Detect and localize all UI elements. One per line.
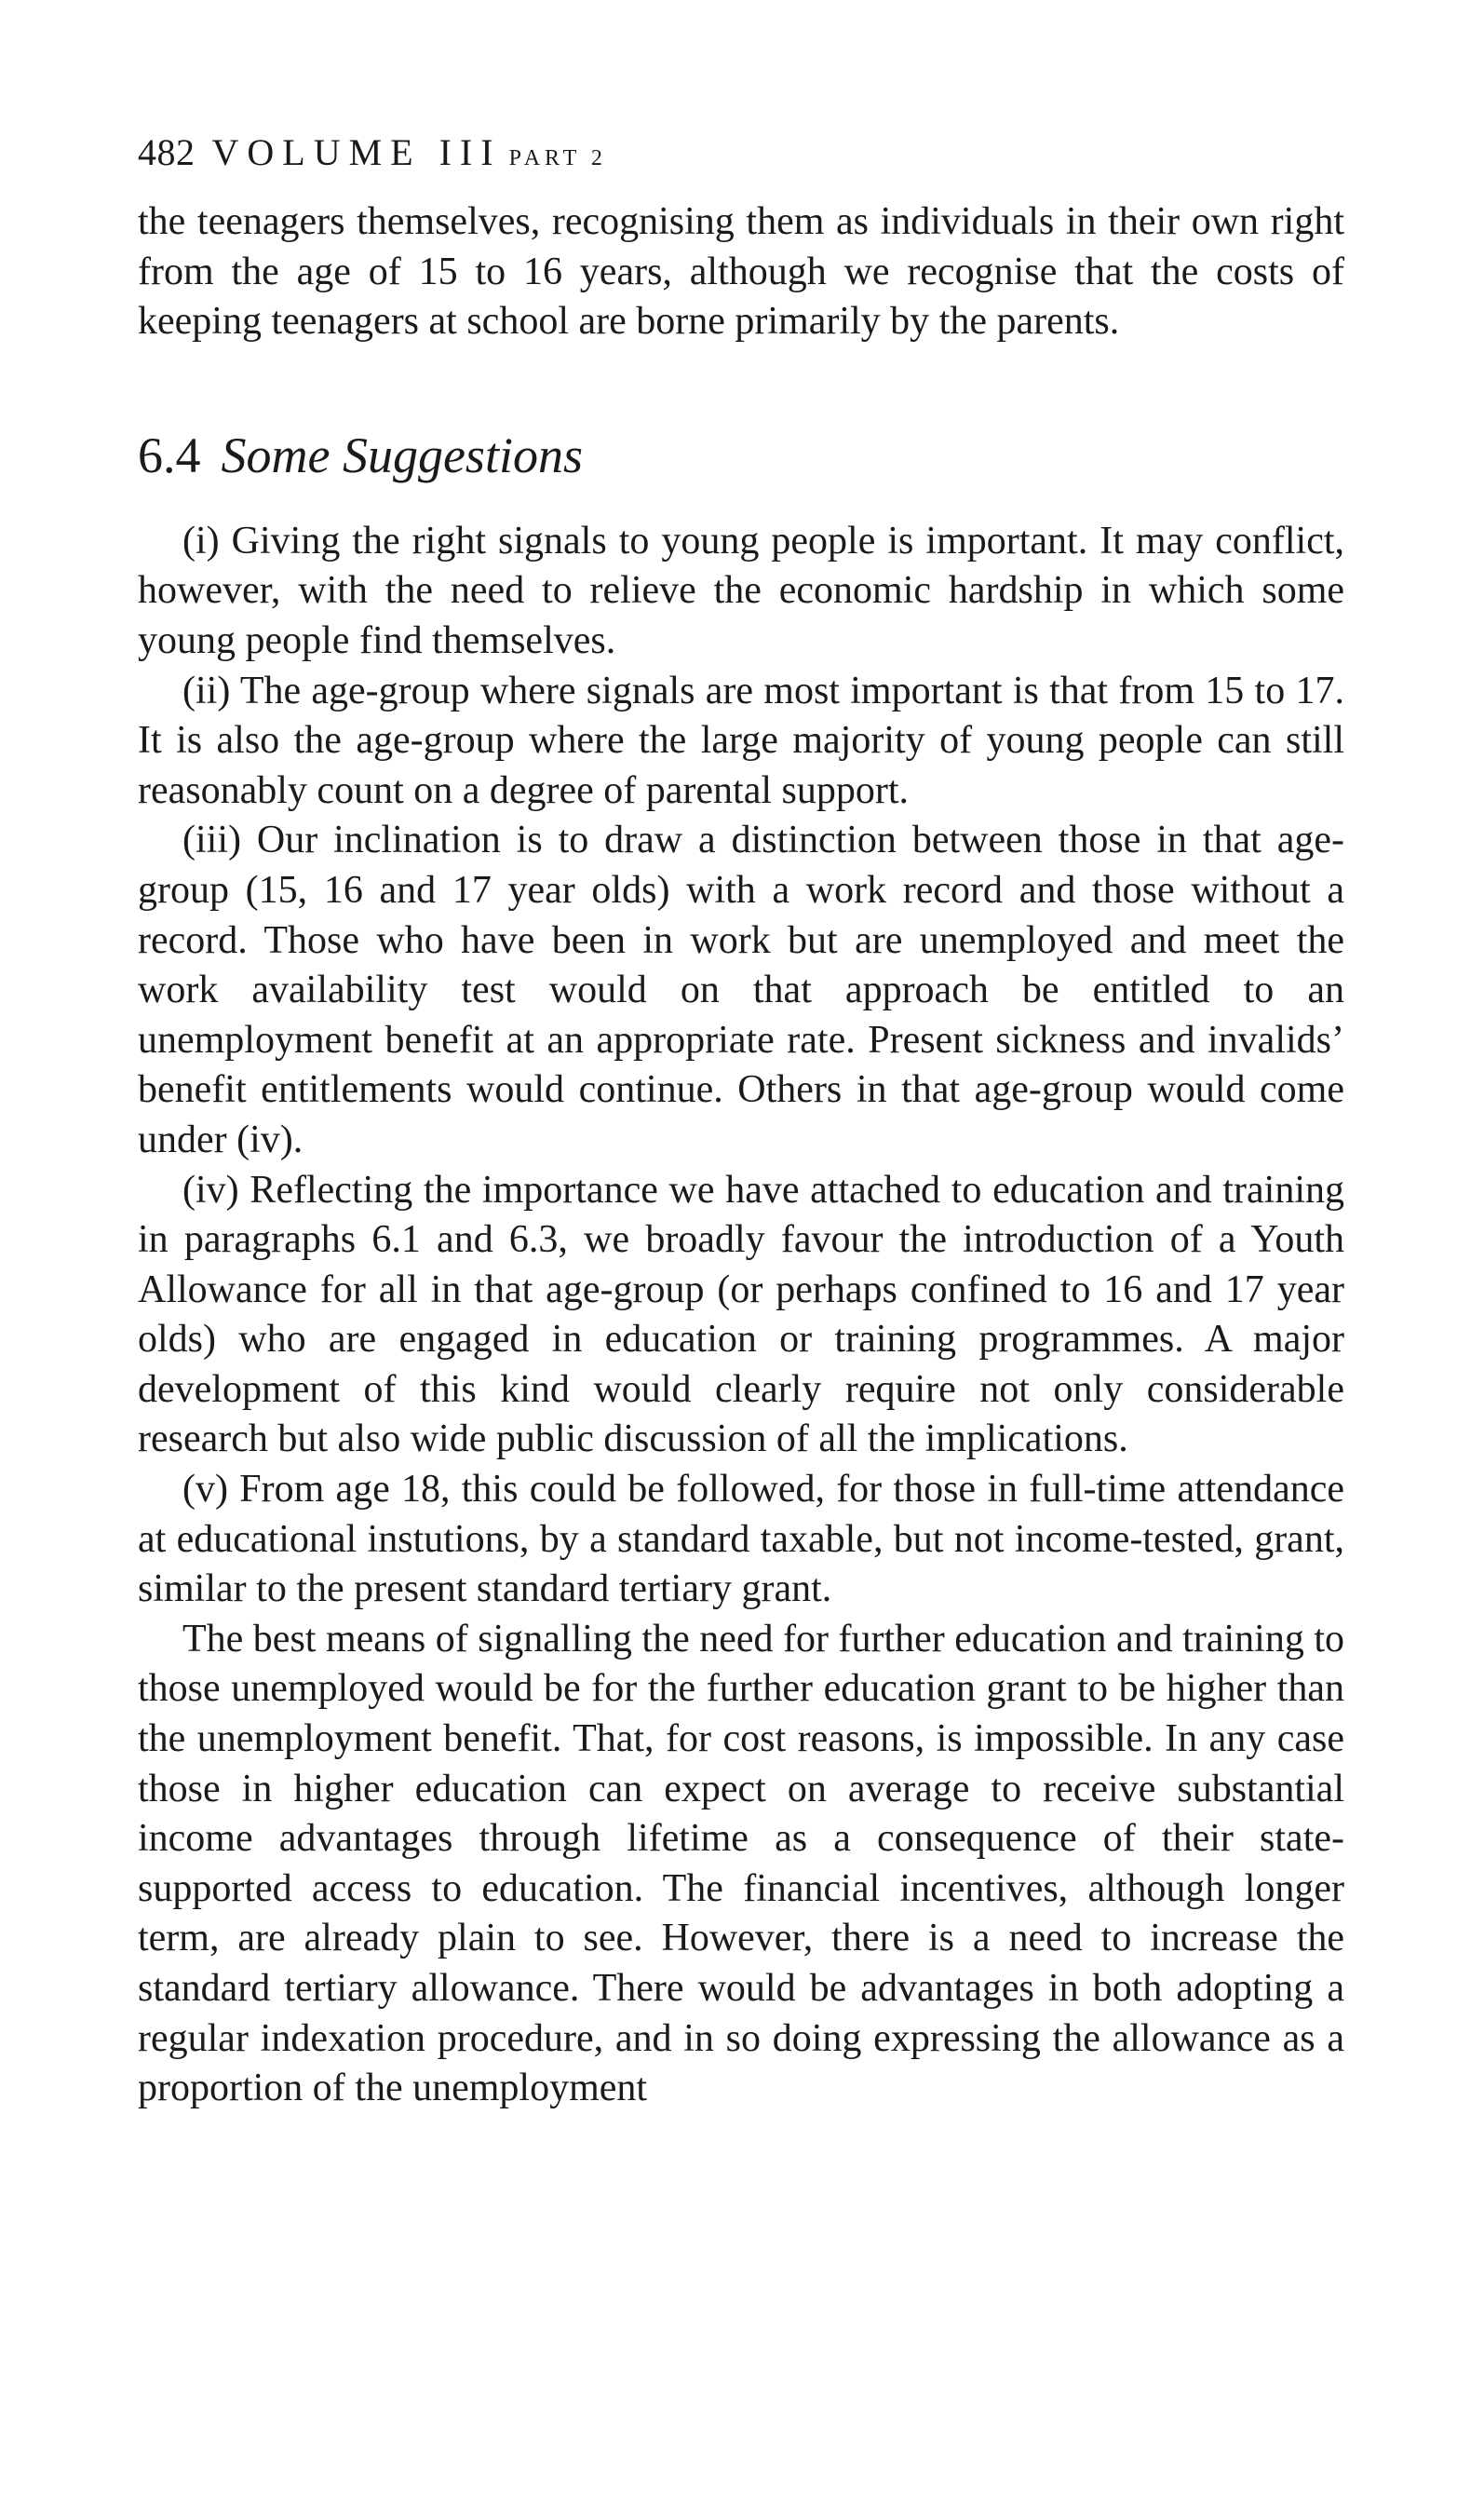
- section-number: 6.4: [138, 427, 201, 483]
- volume-label: VOLUME III: [211, 131, 502, 173]
- paragraph-closing: The best means of signalling the need for further education and training to those unemployed would be for the further education grant to be higher than the unemployment benefit. That, for cost reasons, is impossible. In any case those in higher education can expect on average to receive substantial income advantages through lifetime as a consequence of their state-supported access to education. The financial incentives, although longer term, are already plain to see. However, there is a need to increase the standard tertiary allowance. There would be advantages in both adopting a regular indexation procedure, and in so doing expressing the allowance as a proportion of the unemployment: [138, 1617, 1344, 2110]
- intro-paragraph: the teenagers themselves, recognising them as individuals in their own right from the age of 15 to 16 years, although we recognise that the costs of keeping teenagers at school are borne primarily by the parents.: [138, 200, 1344, 344]
- section-heading: [138, 426, 1344, 485]
- page-number: 482: [138, 131, 196, 173]
- part-label: PART 2: [508, 146, 607, 170]
- paragraph-item-iii: (iii) Our inclination is to draw a distinction between those in that age-group (15, 16 and 17 year olds) with a work record and those without a record. Those who have been in work but are unemployed and meet the work availability test would on that approach be entitled to an unemployment benefit at an appropriate rate. Present sickness and invalids’ benefit entitlements would continue. Others in that age-group would come under (iv).: [138, 819, 1344, 1161]
- section-title: Some Suggestions: [221, 427, 583, 483]
- paragraph-item-i: (i) Giving the right signals to young people is important. It may conflict, however, with the need to relieve the economic hardship in which some young people find themselves.: [138, 519, 1344, 662]
- paragraph-item-iv: (iv) Reflecting the importance we have attached to education and training in paragraphs 6.1 and 6.3, we broadly favour the introduction of a Youth Allowance for all in that age-group (or perhaps confined to 16 and 17 year olds) who are engaged in education or training programmes. A major development of this kind would clearly require not only considerable research but also wide public discussion of all the implications.: [138, 1168, 1344, 1461]
- document-page: [138, 130, 1344, 2114]
- paragraph-item-v: (v) From age 18, this could be followed, for those in full-time attendance at educational instutions, by a standard taxable, but not income-tested, grant, similar to the present standard tertiary grant.: [138, 1468, 1344, 1611]
- running-head: [138, 130, 1344, 181]
- paragraph-item-ii: (ii) The age-group where signals are most important is that from 15 to 17. It is also the age-group where the large majority of young people can still reasonably count on a degree of parental support.: [138, 669, 1344, 812]
